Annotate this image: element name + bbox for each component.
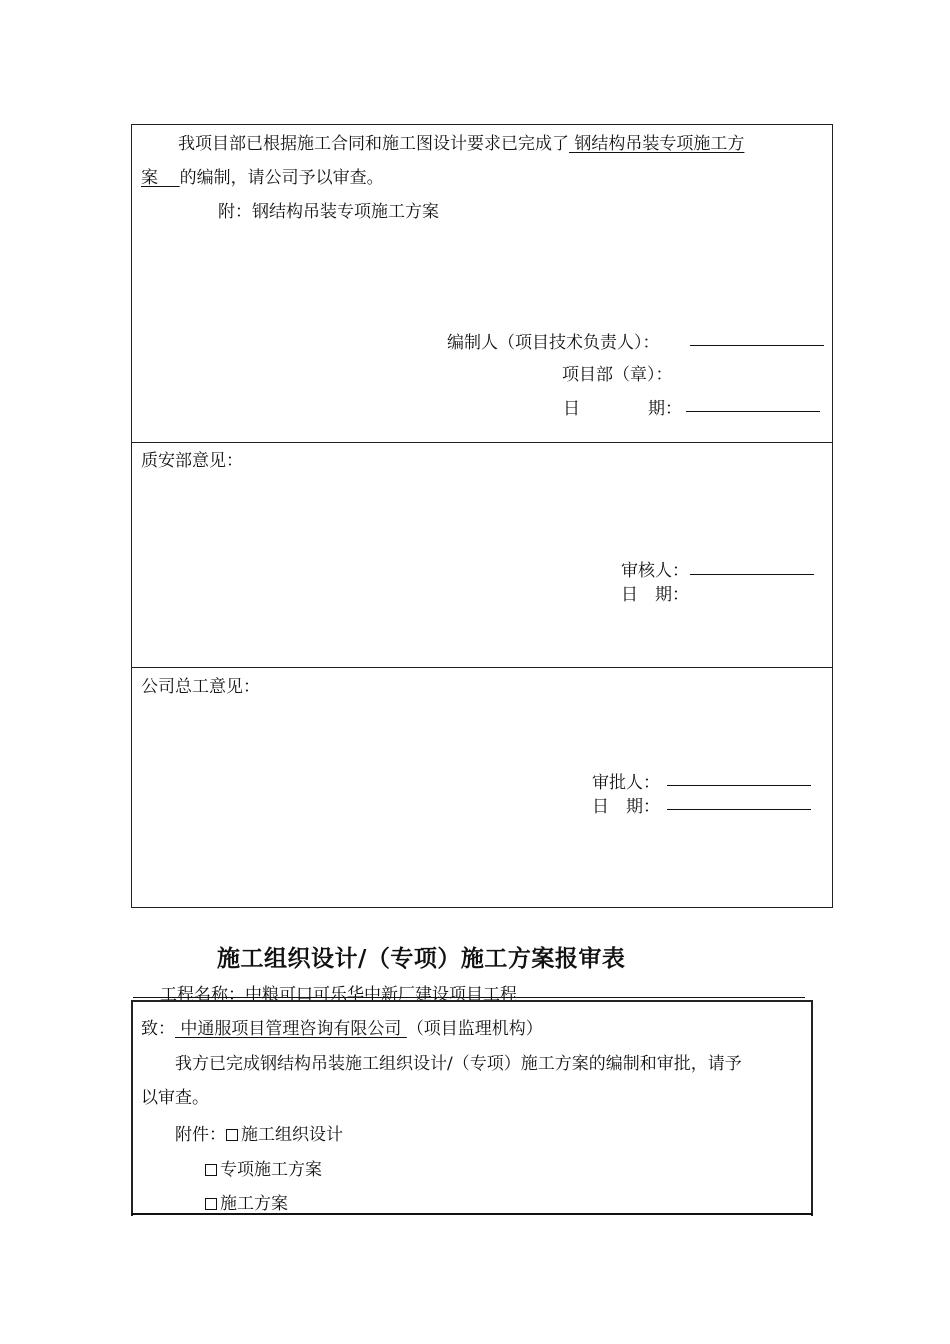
supervisor-org: 中通服项目管理咨询有限公司 — [180, 1019, 402, 1039]
compile-date-field[interactable] — [686, 411, 820, 412]
safety-dept-opinion-heading: 质安部意见： — [141, 451, 243, 471]
approval-date-field[interactable] — [667, 809, 811, 810]
form-title: 施工组织设计/（专项）施工方案报审表 — [217, 945, 626, 972]
request-text-line1: 我方已完成钢结构吊装施工组织设计/（专项）施工方案的编制和审批，请予 — [175, 1054, 742, 1074]
project-dept-seal-label: 项目部（章）： — [562, 365, 673, 385]
attachment-note: 附：钢结构吊装专项施工方案 — [218, 202, 439, 222]
date-label-char2: 期： — [648, 399, 682, 419]
request-text-line2: 以审查。 — [141, 1088, 209, 1108]
addressee-line: 致： 中通服项目管理咨询有限公司 （项目监理机构） — [141, 1019, 543, 1039]
review-date-label: 日 期： — [621, 585, 689, 605]
approval-date-label: 日 期： — [592, 797, 660, 817]
approver-label: 审批人： — [592, 773, 660, 793]
approval-form-table — [131, 124, 833, 908]
submission-statement: 我项目部已根据施工合同和施工图设计要求已完成了 钢结构吊装专项施工方 — [178, 134, 745, 154]
plan-name-continued: 案 — [141, 168, 158, 188]
compiler-label: 编制人（项目技术负责人）： — [447, 333, 660, 353]
checkbox-construction-plan[interactable] — [205, 1198, 217, 1210]
reviewer-signature-field[interactable] — [690, 574, 814, 575]
row-divider-2 — [131, 667, 833, 668]
attachments-row: 附件： 施工组织设计 — [175, 1125, 343, 1145]
project-name: 中粮可口可乐华中新厂建设项目工程 — [245, 985, 517, 1005]
reviewer-label: 审核人： — [621, 561, 689, 581]
submission-statement-line2: 案 的编制，请公司予以审查。 — [141, 168, 384, 188]
date-label-char1: 日 — [563, 399, 580, 419]
checkbox-construction-design[interactable] — [226, 1129, 238, 1141]
compiler-signature-field[interactable] — [690, 345, 824, 346]
row-divider-1 — [131, 442, 833, 443]
approver-signature-field[interactable] — [667, 785, 811, 786]
checkbox-special-plan[interactable] — [205, 1164, 217, 1176]
plan-name-link: 钢结构吊装专项施工方 — [574, 134, 745, 154]
project-name-underline — [133, 997, 805, 998]
project-name-line: 工程名称：中粮可口可乐华中新厂建设项目工程 — [160, 985, 517, 1005]
attachment-option-special-plan: 专项施工方案 — [205, 1155, 322, 1180]
chief-engineer-opinion-heading: 公司总工意见： — [141, 677, 260, 697]
attachment-option-construction-plan: 施工方案 — [205, 1189, 288, 1214]
